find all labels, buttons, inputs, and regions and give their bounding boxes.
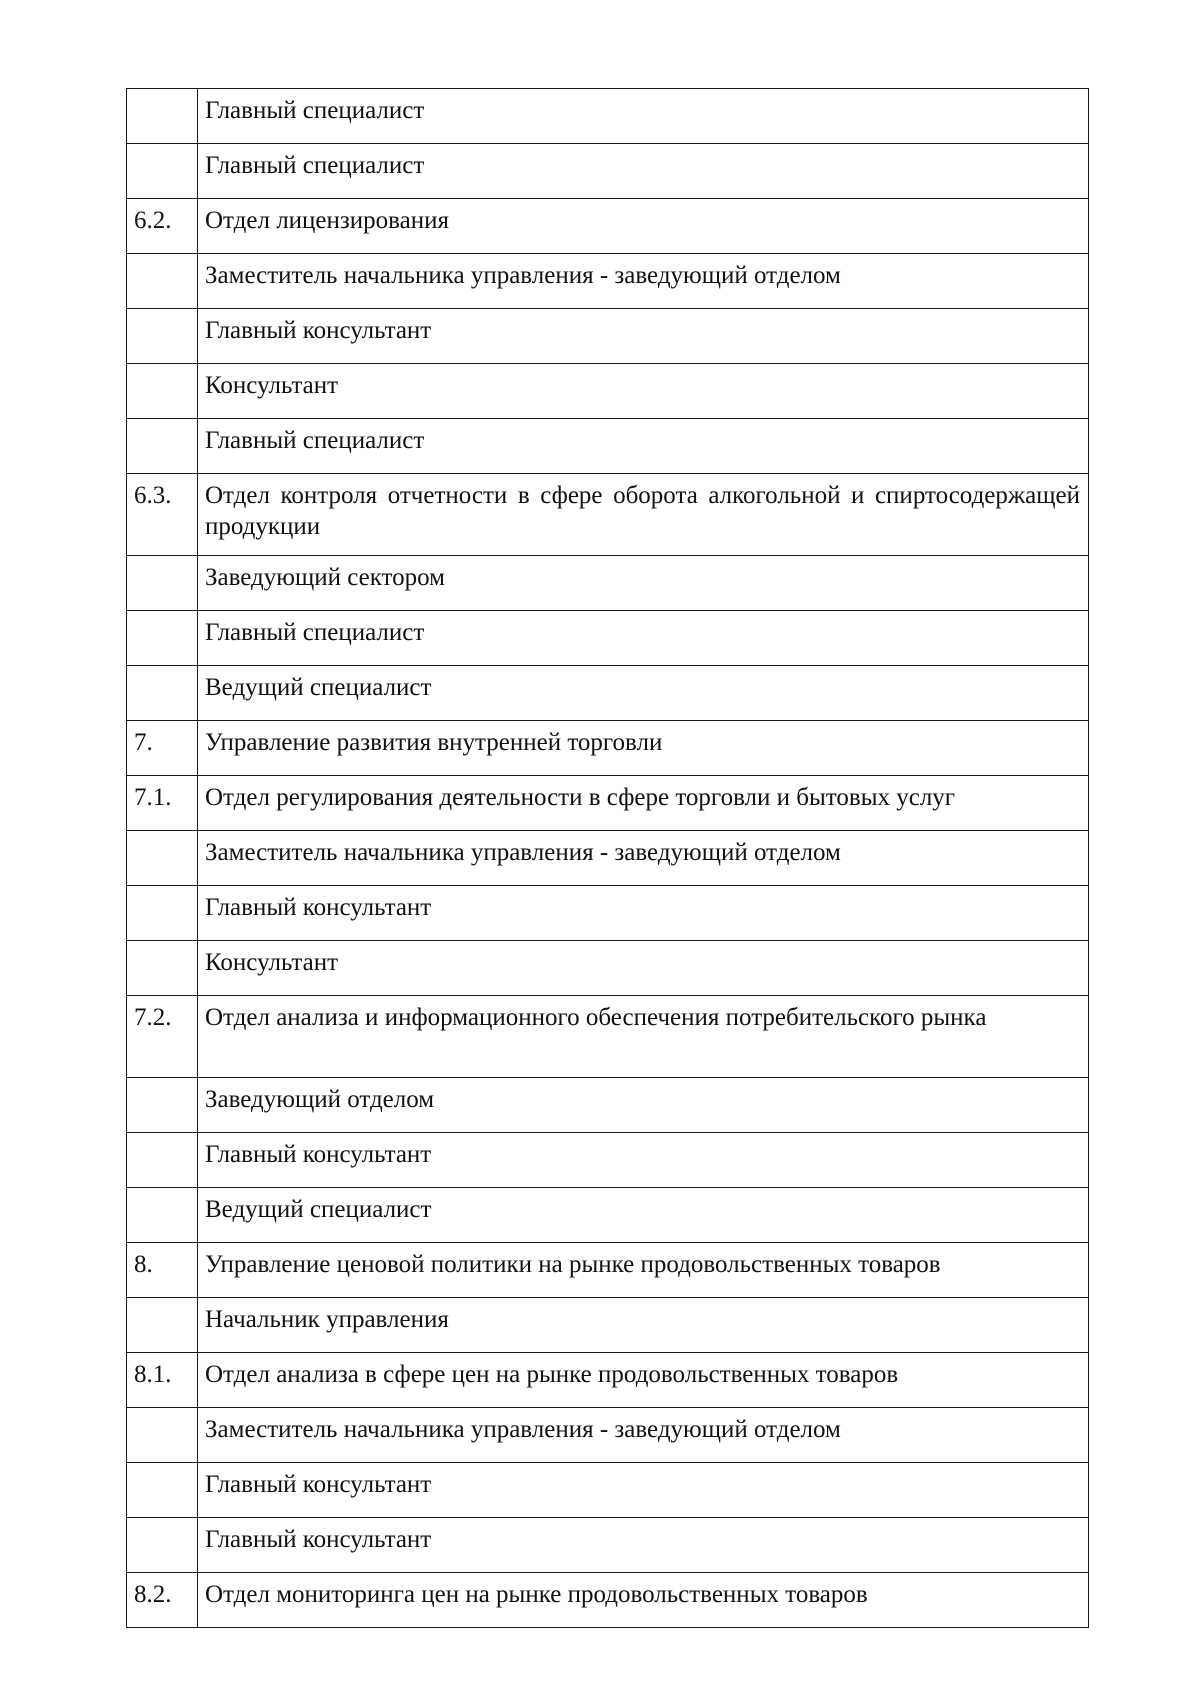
row-title-text: Управление ценовой политики на рынке продовольственных товаров xyxy=(205,1251,941,1278)
row-title-text: Отдел мониторинга цен на рынке продовольственных товаров xyxy=(205,1581,868,1608)
table-row xyxy=(127,666,1089,721)
row-number xyxy=(127,611,198,666)
table-row xyxy=(127,1078,1089,1133)
row-title xyxy=(198,364,1089,419)
row-number xyxy=(127,941,198,996)
row-title xyxy=(198,831,1089,886)
staff-structure-table xyxy=(126,88,1089,1628)
row-number xyxy=(127,364,198,419)
row-title xyxy=(198,721,1089,776)
row-title-text: Главный консультант xyxy=(205,1141,432,1168)
row-number xyxy=(127,1463,198,1518)
row-title xyxy=(198,1188,1089,1243)
row-title-text: Ведущий специалист xyxy=(205,1196,432,1223)
table-row xyxy=(127,1298,1089,1353)
table-row xyxy=(127,1133,1089,1188)
table-row xyxy=(127,556,1089,611)
row-title-text: Главный специалист xyxy=(205,619,425,646)
row-title xyxy=(198,1133,1089,1188)
row-number: 6.3. xyxy=(127,474,198,556)
table-row xyxy=(127,144,1089,199)
row-number: 6.2. xyxy=(127,199,198,254)
row-title xyxy=(198,886,1089,941)
row-number xyxy=(127,309,198,364)
row-title xyxy=(198,1463,1089,1518)
row-title-text: Управление развития внутренней торговли xyxy=(205,729,663,756)
row-title-text: Заведующий сектором xyxy=(205,564,445,591)
row-title-text: Консультант xyxy=(205,372,339,399)
row-title-text: Отдел анализа в сфере цен на рынке продовольственных товаров xyxy=(205,1361,899,1388)
row-title xyxy=(198,254,1089,309)
table-row xyxy=(127,721,1089,776)
row-number xyxy=(127,1408,198,1463)
row-number xyxy=(127,254,198,309)
row-title xyxy=(198,1518,1089,1573)
row-title xyxy=(198,611,1089,666)
row-title-text: Ведущий специалист xyxy=(205,674,432,701)
row-title xyxy=(198,1573,1089,1628)
row-number xyxy=(127,886,198,941)
row-title xyxy=(198,199,1089,254)
row-number xyxy=(127,831,198,886)
row-title-text: Заместитель начальника управления - заведующий отделом xyxy=(205,262,841,289)
row-title xyxy=(198,1298,1089,1353)
row-number xyxy=(127,1298,198,1353)
row-number xyxy=(127,144,198,199)
table-row xyxy=(127,1408,1089,1463)
table-row xyxy=(127,364,1089,419)
row-number: 7.1. xyxy=(127,776,198,831)
row-title-text: Главный консультант xyxy=(205,1526,432,1553)
table-row xyxy=(127,1463,1089,1518)
row-number xyxy=(127,1188,198,1243)
row-number: 8. xyxy=(127,1243,198,1298)
row-title xyxy=(198,996,1089,1078)
row-title-text: Главный консультант xyxy=(205,317,432,344)
table-row xyxy=(127,1243,1089,1298)
row-title-text: Отдел регулирования деятельности в сфере торговли и бытовых услуг xyxy=(205,784,956,811)
table-row xyxy=(127,831,1089,886)
table-row xyxy=(127,254,1089,309)
table-row xyxy=(127,474,1089,556)
row-title-text: Отдел контроля отчетности в сфере оборота алкогольной и спиртосодержащей продукции xyxy=(205,482,1080,540)
row-title xyxy=(198,1078,1089,1133)
row-number: 8.1. xyxy=(127,1353,198,1408)
table-row xyxy=(127,886,1089,941)
row-number: 7. xyxy=(127,721,198,776)
row-number: 7.2. xyxy=(127,996,198,1078)
table-row xyxy=(127,996,1089,1078)
row-number xyxy=(127,1518,198,1573)
row-title-text: Главный специалист xyxy=(205,97,425,124)
row-title xyxy=(198,1353,1089,1408)
row-title-text: Главный консультант xyxy=(205,1471,432,1498)
row-title-text: Заместитель начальника управления - заведующий отделом xyxy=(205,839,841,866)
row-number xyxy=(127,1078,198,1133)
row-title-text: Заведующий отделом xyxy=(205,1086,435,1113)
table-row xyxy=(127,89,1089,144)
table-row xyxy=(127,1573,1089,1628)
row-title xyxy=(198,776,1089,831)
row-number: 8.2. xyxy=(127,1573,198,1628)
table-row xyxy=(127,419,1089,474)
table-row xyxy=(127,1353,1089,1408)
table-row xyxy=(127,199,1089,254)
row-title xyxy=(198,474,1089,556)
table-row xyxy=(127,941,1089,996)
row-title xyxy=(198,89,1089,144)
row-title xyxy=(198,941,1089,996)
row-title-text: Консультант xyxy=(205,949,339,976)
row-title-text: Главный консультант xyxy=(205,894,432,921)
row-number xyxy=(127,89,198,144)
row-number xyxy=(127,666,198,721)
row-title-text: Заместитель начальника управления - заведующий отделом xyxy=(205,1416,841,1443)
row-title xyxy=(198,556,1089,611)
table-row xyxy=(127,1188,1089,1243)
row-title-text: Отдел лицензирования xyxy=(205,207,449,234)
row-title xyxy=(198,666,1089,721)
row-title xyxy=(198,309,1089,364)
row-title-text: Главный специалист xyxy=(205,427,425,454)
row-title-text: Отдел анализа и информационного обеспечения потребительского рынка xyxy=(205,1004,987,1031)
table-row xyxy=(127,611,1089,666)
row-title-text: Главный специалист xyxy=(205,152,425,179)
row-number xyxy=(127,1133,198,1188)
row-title-text: Начальник управления xyxy=(205,1306,449,1333)
row-title xyxy=(198,1408,1089,1463)
row-title xyxy=(198,144,1089,199)
row-title xyxy=(198,419,1089,474)
table-row xyxy=(127,1518,1089,1573)
table-row xyxy=(127,309,1089,364)
row-title xyxy=(198,1243,1089,1298)
table-row xyxy=(127,776,1089,831)
row-number xyxy=(127,419,198,474)
row-number xyxy=(127,556,198,611)
